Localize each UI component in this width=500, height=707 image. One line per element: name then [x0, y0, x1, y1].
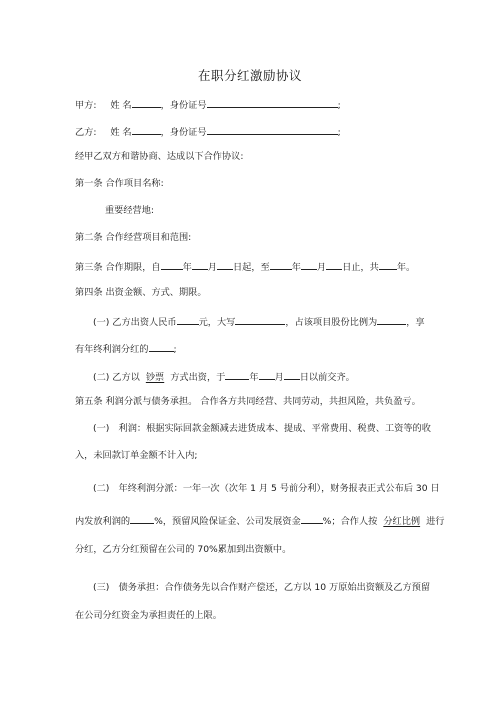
article-3-month1: 月: [207, 262, 217, 273]
profit-release-percent-blank[interactable]: [130, 513, 154, 524]
party-b-name-label: 姓 名: [110, 127, 132, 138]
article-3-month2: 月: [316, 262, 327, 273]
article-3-year2: 年: [291, 262, 301, 273]
article-5-item-2-line-3: 分红，乙方分红预留在公司的 70%累加到出资额中。: [75, 544, 292, 555]
article-5-item-2-line-1: (二) 年终利润分派：一年一次（次年 1 月 5 号前分利），财务报表正式公布后 30 日: [93, 483, 440, 494]
party-b-id-label: ，身份证号: [160, 127, 207, 138]
article-3-day2: 日止，共: [342, 262, 379, 273]
payment-year-blank[interactable]: [225, 369, 249, 380]
intro-text: 经甲乙双方和谐协商、达成以下合作协议:: [75, 151, 244, 162]
start-day-blank[interactable]: [217, 259, 233, 270]
end-month-blank[interactable]: [301, 259, 317, 270]
article-4-heading: 第四条 出资金额、方式、期限。: [75, 287, 207, 298]
article-5-item-2-l2a: 内发放利润的: [75, 516, 131, 527]
article-5-item-2-l2b: %，预留风险保证金、公司发展资金: [154, 516, 301, 527]
article-4-item-1-line-1: [93, 314, 425, 329]
article-5-item-2-line-2: [75, 513, 444, 528]
article-1-sub: 重要经营地:: [105, 205, 155, 216]
party-a-end: ;: [337, 100, 341, 111]
article-2-heading: 第二条 合作经营项目和范围:: [75, 232, 192, 243]
article-4-item-2-e: 日以前交齐。: [299, 372, 355, 383]
party-a-name-label: 姓 名: [110, 100, 132, 111]
article-5-item-2-l2e: 进行: [426, 516, 445, 527]
article-4-item-2-c: 年: [249, 372, 259, 383]
party-b-end: ;: [337, 127, 341, 138]
party-b-id-blank[interactable]: [207, 124, 338, 135]
document-title: 在职分红激励协议: [197, 68, 302, 83]
party-b-name-blank[interactable]: [132, 124, 161, 135]
article-5-item-1-line-1: (一) 利润：根据实际回款金额减去进货成本、提成、平常费用、税费、工资等的收: [93, 423, 431, 434]
party-a-id-label: ，身份证号: [160, 100, 207, 111]
total-years-blank[interactable]: [379, 259, 397, 270]
article-3-end: 年。: [396, 262, 416, 273]
article-3-line: [75, 259, 415, 274]
article-4-item-1-c: ，占该项目股份比例为: [285, 317, 378, 328]
article-4-item-1-a: (一) 乙方出资人民币: [93, 317, 177, 328]
start-month-blank[interactable]: [192, 259, 208, 270]
article-4-item-2-d: 月: [274, 372, 284, 383]
article-4-item-2-b: 方式出资，于: [170, 372, 226, 383]
end-day-blank[interactable]: [326, 259, 342, 270]
dividend-ratio-underlined: 分红比例: [383, 516, 421, 527]
dividend-share-blank[interactable]: [149, 341, 174, 352]
article-1-heading: 第一条 合作项目名称:: [75, 178, 164, 189]
article-4-item-1-line-2: [75, 341, 177, 356]
article-3-year1: 年: [182, 262, 192, 273]
payment-method-value: 钞票: [145, 372, 165, 383]
party-b-line: [75, 124, 341, 139]
party-a-name-blank[interactable]: [132, 97, 161, 108]
investment-amount-blank[interactable]: [177, 314, 199, 325]
article-3-day1: 日起，至: [232, 262, 270, 273]
article-4-item-1-e: 有年终利润分红的: [75, 344, 149, 355]
reserve-percent-blank[interactable]: [301, 513, 323, 524]
party-a-id-blank[interactable]: [207, 97, 338, 108]
article-5-item-2-l2c: %；合作人按: [322, 516, 378, 527]
start-year-blank[interactable]: [161, 259, 183, 270]
party-a-label: 甲方:: [75, 100, 97, 111]
end-year-blank[interactable]: [270, 259, 292, 270]
party-b-label: 乙方:: [75, 127, 97, 138]
article-4-item-1-b: 元，大写: [198, 317, 236, 328]
article-4-item-1-d: ，享: [406, 317, 425, 328]
article-4-item-1-f: ;: [173, 344, 177, 355]
article-5-item-3-line-1: (三) 债务承担：合作债务先以合作财产偿还，乙方以 10 万原始出资额及乙方预留: [93, 582, 431, 593]
article-4-item-2-line: [93, 369, 355, 384]
amount-in-words-blank[interactable]: [235, 314, 285, 325]
party-a-line: [75, 97, 341, 112]
article-5-item-1-line-2: 入，未回款订单金额不计入内;: [75, 450, 198, 461]
share-ratio-blank[interactable]: [377, 314, 406, 325]
article-5-heading: 第五条 利润分派与债务承担。 合作各方共同经营、共同劳动，共担风险，共负盈亏。: [75, 396, 421, 407]
article-4-item-2-a: (二) 乙方以: [93, 372, 140, 383]
article-5-item-3-line-2: 在公司分红资金为承担责任的上限。: [75, 610, 222, 621]
payment-day-blank[interactable]: [284, 369, 300, 380]
article-3-prefix: 第三条 合作期限，自: [75, 262, 161, 273]
payment-month-blank[interactable]: [259, 369, 275, 380]
